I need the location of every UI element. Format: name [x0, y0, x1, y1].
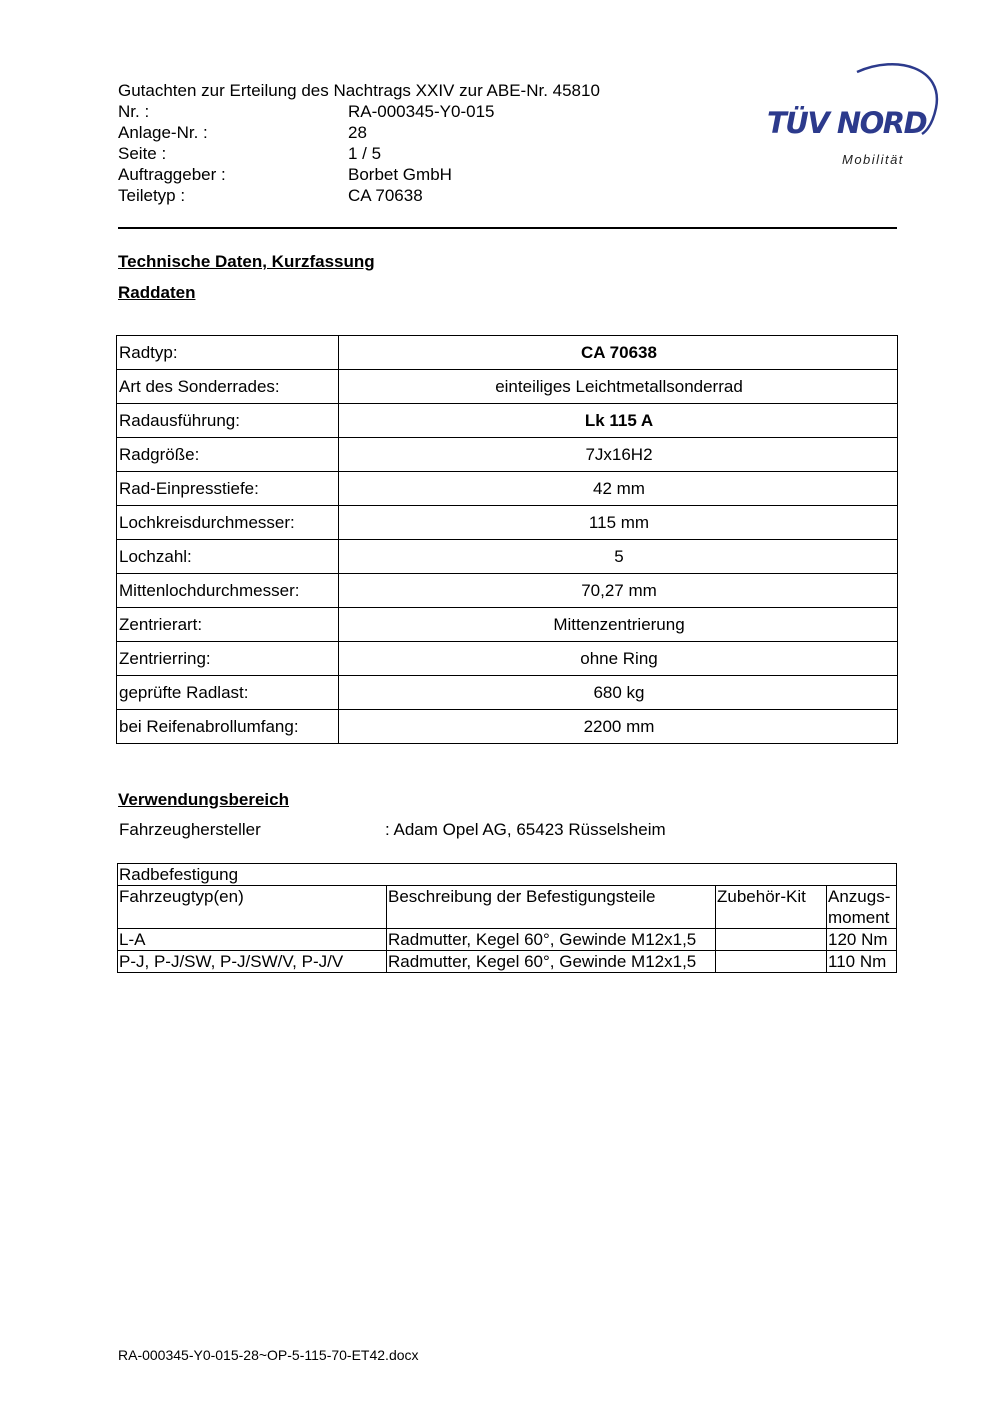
- mounting-kit: [716, 929, 827, 951]
- table-row: [117, 370, 898, 404]
- tuv-nord-logo: [762, 56, 942, 176]
- wheel-label: Zentrierring:: [117, 642, 339, 676]
- mounting-header-description: Beschreibung der Befestigungsteile: [387, 886, 716, 929]
- wheel-label: Radausführung:: [117, 404, 339, 438]
- wheel-value: 7Jx16H2: [339, 438, 898, 472]
- wheel-value: einteiliges Leichtmetallsonderrad: [339, 370, 898, 404]
- wheel-value: 680 kg: [339, 676, 898, 710]
- logo-wordmark: TÜV NORD: [767, 106, 927, 140]
- manufacturer-label: Fahrzeughersteller: [119, 820, 261, 839]
- wheel-value: 5: [339, 540, 898, 574]
- mounting-torque: 110 Nm: [827, 951, 897, 973]
- header-value: RA-000345-Y0-015: [348, 102, 495, 121]
- header-row: [118, 185, 600, 206]
- wheel-label: Radtyp:: [117, 336, 339, 370]
- mounting-header-kit: Zubehör-Kit: [716, 886, 827, 929]
- mounting-torque: 120 Nm: [827, 929, 897, 951]
- header-row: [118, 164, 600, 185]
- mounting-kit: [716, 951, 827, 973]
- mounting-table: [117, 863, 897, 973]
- mounting-title-row: [118, 864, 897, 886]
- document-title: Gutachten zur Erteilung des Nachtrags XXIV zur ABE-Nr. 45810: [118, 81, 600, 100]
- header-value: 28: [348, 123, 367, 142]
- wheel-value: Lk 115 A: [339, 404, 898, 438]
- table-row: [118, 951, 897, 973]
- wheel-label: Lochzahl:: [117, 540, 339, 574]
- header-key: Seite :: [118, 144, 167, 163]
- mounting-header-row: [118, 886, 897, 929]
- table-row: [117, 642, 898, 676]
- table-row: [117, 540, 898, 574]
- wheel-label: geprüfte Radlast:: [117, 676, 339, 710]
- header-row: [118, 101, 600, 122]
- wheel-value: 70,27 mm: [339, 574, 898, 608]
- wheel-value: ohne Ring: [339, 642, 898, 676]
- wheel-value: 115 mm: [339, 506, 898, 540]
- mounting-header-torque: Anzugs- moment: [827, 886, 897, 929]
- table-row: [118, 929, 897, 951]
- mounting-type: P-J, P-J/SW, P-J/SW/V, P-J/V: [118, 951, 387, 973]
- mounting-title: Radbefestigung: [118, 864, 897, 886]
- section-heading-wheel-data: Raddaten: [118, 283, 196, 302]
- header-divider: [118, 227, 897, 229]
- wheel-data-table: [116, 335, 898, 744]
- mounting-type: L-A: [118, 929, 387, 951]
- wheel-label: bei Reifenabrollumfang:: [117, 710, 339, 744]
- logo-subtitle: Mobilität: [842, 152, 904, 167]
- header-row: [118, 122, 600, 143]
- table-row: [117, 608, 898, 642]
- table-row: [117, 472, 898, 506]
- header-value: CA 70638: [348, 186, 423, 205]
- wheel-value: 42 mm: [339, 472, 898, 506]
- table-row: [117, 438, 898, 472]
- manufacturer-row: [119, 820, 666, 840]
- wheel-label: Zentrierart:: [117, 608, 339, 642]
- wheel-label: Lochkreisdurchmesser:: [117, 506, 339, 540]
- wheel-label: Mittenlochdurchmesser:: [117, 574, 339, 608]
- wheel-label: Rad-Einpresstiefe:: [117, 472, 339, 506]
- table-row: [117, 710, 898, 744]
- header-value: 1 / 5: [348, 144, 382, 163]
- table-row: [117, 404, 898, 438]
- header-key: Anlage-Nr. :: [118, 123, 208, 142]
- mounting-description: Radmutter, Kegel 60°, Gewinde M12x1,5: [387, 951, 716, 973]
- wheel-label: Radgröße:: [117, 438, 339, 472]
- header-key: Auftraggeber :: [118, 165, 226, 184]
- header-value: Borbet GmbH: [348, 165, 452, 184]
- mounting-header-type: Fahrzeugtyp(en): [118, 886, 387, 929]
- wheel-value: 2200 mm: [339, 710, 898, 744]
- wheel-value: CA 70638: [339, 336, 898, 370]
- table-row: [117, 506, 898, 540]
- manufacturer-value: : Adam Opel AG, 65423 Rüsselsheim: [385, 820, 666, 839]
- wheel-label: Art des Sonderrades:: [117, 370, 339, 404]
- section-heading-technical: Technische Daten, Kurzfassung: [118, 252, 375, 271]
- wheel-value: Mittenzentrierung: [339, 608, 898, 642]
- header-key: Teiletyp :: [118, 186, 186, 205]
- table-row: [117, 574, 898, 608]
- table-row: [117, 676, 898, 710]
- table-row: [117, 336, 898, 370]
- header-key: Nr. :: [118, 102, 150, 121]
- mounting-description: Radmutter, Kegel 60°, Gewinde M12x1,5: [387, 929, 716, 951]
- header-row: [118, 143, 600, 164]
- footer-filename: RA-000345-Y0-015-28~OP-5-115-70-ET42.docx: [118, 1347, 419, 1363]
- section-heading-usage: Verwendungsbereich: [118, 790, 289, 809]
- document-header: [118, 80, 600, 206]
